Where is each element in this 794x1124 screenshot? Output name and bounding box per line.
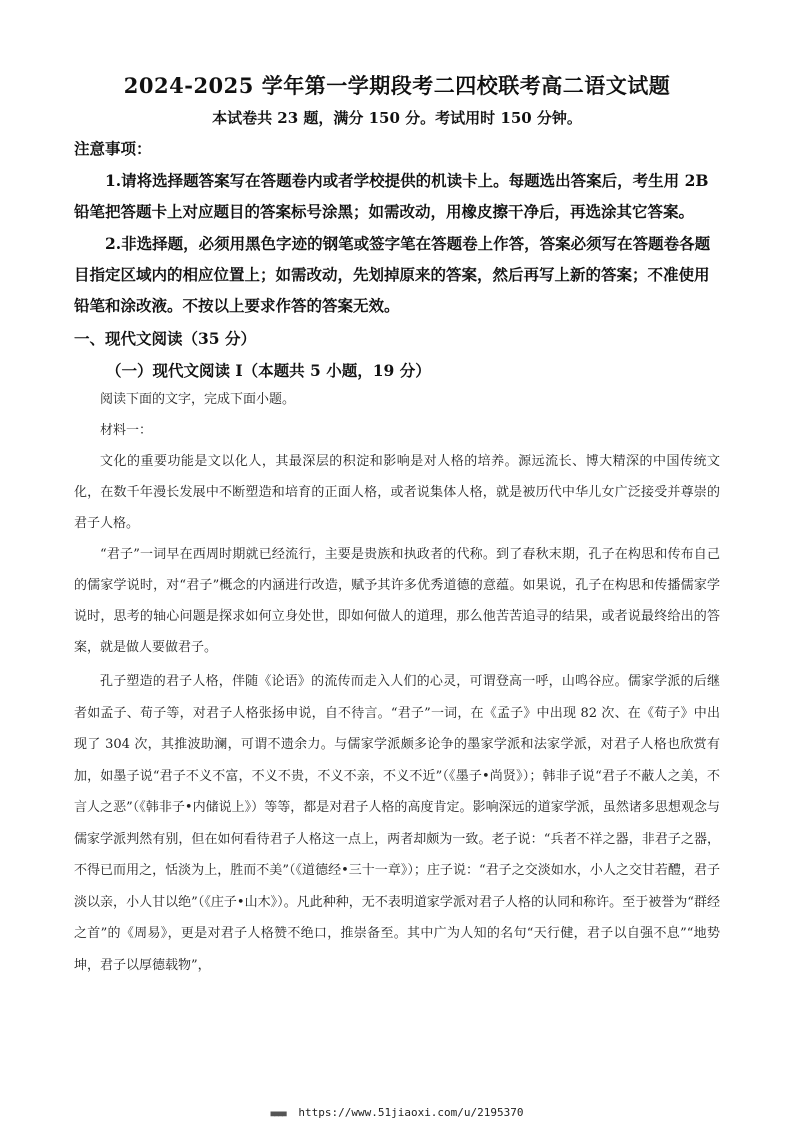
footer-decoration: ■■■■	[270, 1109, 286, 1118]
note-item-1: 1.请将选择题答案写在答题卷内或者学校提供的机读卡上。每题选出答案后，考生用 2B 铅笔把答题卡上对应题目的答案标号涂黑；如需改动，用橡皮擦干净后，再选涂其它答案。	[74, 171, 709, 221]
exam-title: 2024-2025 学年第一学期段考二四校联考高二语文试题	[123, 73, 671, 98]
exam-subtitle: 本试卷共 23 题，满分 150 分。考试用时 150 分钟。	[212, 109, 582, 127]
page-footer	[0, 1106, 794, 1119]
paragraph-3: 孔子塑造的君子人格，伴随《论语》的流传而走入人们的心灵，可谓登高一呼，山鸣谷应。儒家学派的后继者如孟子、荀子等，对君子人格张扬申说，自不待言。“君子”一词，在《孟子》中出现 82 次、在《荀子》中出现了 304 次，其推波助澜，可谓不遗余力。与儒家学派颇多论争的墨家学派和法家学派，对君子人格也欣赏有加，如墨子说“君子不义不富，不义不贵，不义不亲，不义不近”（《墨子•尚贤》）；韩非子说“君子不蔽人之美，不言人之恶”（《韩非子•内储说上》）等等，都是对君子人格的高度肯定。影响深远的道家学派，虽然诸多思想观念与儒家学派判然有别，但在如何看待君子人格这一点上，两者却颇为一致。老子说：“兵者不祥之器，非君子之器，不得已而用之，恬淡为上，胜而不美”（《道德经•三十一章》）；庄子说：“君子之交淡如水，小人之交甘若醴，君子淡以亲，小人甘以绝”（《庄子•山木》）。凡此种种，无不表明道家学派对君子人格的认同和称许。至于被誉为“群经之首”的《周易》，更是对君子人格赞不绝口，推崇备至。其中广为人知的名句“天行健，君子以自强不息”“地势坤，君子以厚德载物”，	[74, 674, 720, 973]
paragraph-2: “君子”一词早在西周时期就已经流行，主要是贵族和执政者的代称。到了春秋末期，孔子在构思和传布自己的儒家学说时，对“君子”概念的内涵进行改造，赋予其许多优秀道德的意蕴。如果说，孔子在构思和传播儒家学说时，思考的轴心问题是探求如何立身处世，即如何做人的道理，那么他苦苦追寻的结果，或者说最终给出的答案，就是做人要做君子。	[74, 547, 720, 655]
notes-heading: 注意事项：	[74, 139, 152, 158]
section-heading: 一、现代文阅读（35 分）	[74, 329, 256, 348]
material-label: 材料一：	[100, 423, 153, 438]
footer-url-link[interactable]: https://www.51jiaoxi.com/u/2195370	[298, 1106, 524, 1119]
paragraph-1: 文化的重要功能是文以化人，其最深层的积淀和影响是对人格的培养。源远流长、博大精深的中国传统文化，在数千年漫长发展中不断塑造和培育的正面人格，或者说集体人格，就是被历代中华儿女广泛接受并尊崇的君子人格。	[74, 454, 720, 531]
note-item-2: 2.非选择题，必须用黑色字迹的钢笔或签字笔在答题卷上作答，答案必须写在答题卷各题目指定区域内的相应位置上；如需改动，先划掉原来的答案，然后再写上新的答案；不准使用铅笔和涂改液。不按以上要求作答的答案无效。	[74, 234, 711, 315]
reading-instruction: 阅读下面的文字，完成下面小题。	[100, 392, 296, 407]
subsection-heading: （一）现代文阅读 I（本题共 5 小题，19 分）	[106, 361, 431, 380]
